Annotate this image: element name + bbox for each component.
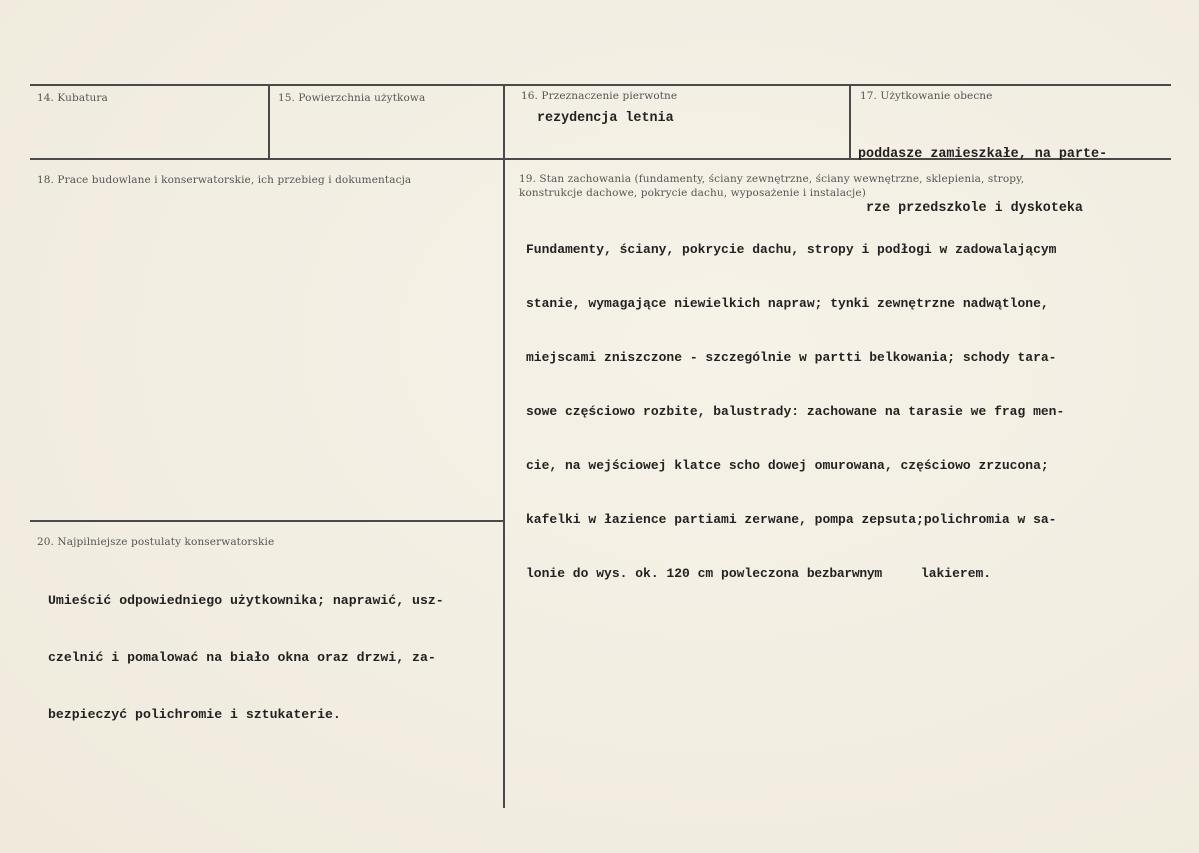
top-rule [30, 84, 1171, 86]
f19-value-line: cie, na wejściowej klatce scho dowej omurowana, częściowo zrzucona; [526, 458, 1049, 473]
f17-value-line: rze przedszkole i dyskoteka [866, 201, 1083, 216]
f16-label: 16. Przeznaczenie pierwotne [521, 90, 678, 102]
divider-15-16 [503, 84, 505, 808]
f20-value-line: bezpieczyć polichromie i sztukaterie. [48, 707, 341, 722]
f19-value-line: miejscami zniszczone - szczególnie w partti belkowania; schody tara- [526, 350, 1057, 365]
divider-16-17 [849, 84, 851, 158]
f19-label-line: 19. Stan zachowania (fundamenty, ściany zewnętrzne, ściany wewnętrzne, sklepienia, stropy, [519, 173, 1025, 185]
f15-label: 15. Powierzchnia użytkowa [278, 92, 426, 104]
f18-label: 18. Prace budowlane i konserwatorskie, ich przebieg i dokumentacja [37, 174, 412, 186]
f17-value-line: poddasze zamieszkałe, na parte- [858, 147, 1108, 162]
f20-label: 20. Najpilniejsze postulaty konserwatorskie [37, 536, 275, 548]
f19-bold-word: bezbarwnym [806, 566, 882, 581]
f19-value-line: lonie do wys. ok. 120 cm powleczona [526, 566, 800, 581]
f17-label: 17. Użytkowanie obecne [860, 90, 993, 102]
f20-value [48, 553, 444, 762]
f16-value: rezydencja letnia [537, 111, 674, 126]
f19-value-line: Fundamenty, ściany, pokrycie dachu, stropy i podłogi w zadowalającym [526, 242, 1057, 257]
f20-value-line: Umieścić odpowiedniego użytkownika; naprawić, usz- [48, 593, 444, 608]
f19-value [526, 205, 1064, 619]
divider-14-15 [268, 84, 270, 158]
f19-label-line: konstrukcje dachowe, pokrycie dachu, wyposażenie i instalacje) [519, 187, 866, 199]
f18-bottom-rule [30, 520, 503, 522]
f19-value-last-line [526, 565, 1064, 583]
f20-value-line: czelnić i pomalować na biało okna oraz drzwi, za- [48, 650, 436, 665]
f19-tail-word: lakierem. [920, 566, 992, 581]
f19-value-line: sowe częściowo rozbite, balustrady: zachowane na tarasie we frag men- [526, 404, 1065, 419]
f19-value-line: stanie, wymagające niewielkich napraw; tynki zewnętrzne nadwątlone, [526, 296, 1049, 311]
f14-label: 14. Kubatura [37, 92, 108, 104]
f19-label [519, 172, 1024, 200]
f19-value-line: kafelki w łazience partiami zerwane, pompa zepsuta;polichromia w sa- [526, 512, 1057, 527]
